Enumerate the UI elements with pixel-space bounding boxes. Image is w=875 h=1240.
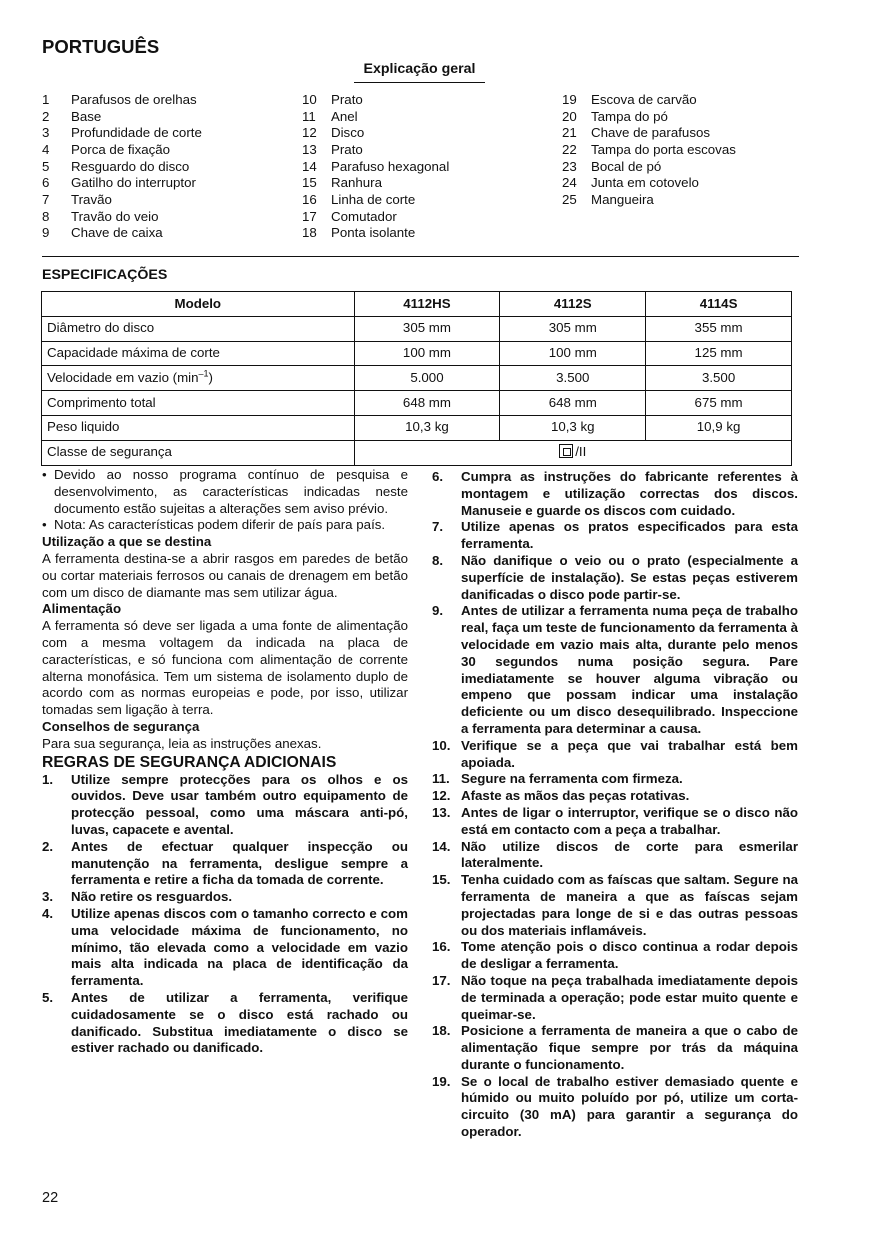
legend-number: 20: [562, 108, 577, 124]
legend-item: [42, 125, 292, 142]
legend-label: Profundidade de corte: [71, 125, 202, 141]
legend-item: [562, 142, 799, 159]
rule-number: 18.: [432, 1023, 451, 1039]
rule-text: Não retire os resguardos.: [71, 889, 233, 905]
safety-rule: [432, 738, 798, 772]
legend-number: 12: [302, 125, 317, 141]
rule-text: Não toque na peça trabalhada imediatamente depois de terminada a operação; pode estar muito quente e queimar-se.: [461, 972, 798, 1022]
rule-text: Tenha cuidado com as faíscas que saltam. Segure na ferramenta de maneira a que as faíscas sejam projectadas para longe de si e das outras pessoas ou dos materiais inflamáveis.: [461, 872, 798, 938]
legend-label: Tampa do pó: [591, 108, 668, 124]
rule-text: Cumpra as instruções do fabricante referentes à montagem e utilização correctas dos discos. Manuseie e guarde os discos com cuidado.: [461, 469, 798, 518]
legend-label: Chave de parafusos: [591, 125, 711, 141]
legend-item: [302, 175, 552, 192]
safety-rule: [432, 1023, 798, 1073]
legend-number: 9: [42, 225, 50, 241]
spec-cell: 5.000: [354, 366, 500, 391]
spec-header-cell: 4112S: [500, 292, 646, 317]
safety-rule: [432, 771, 798, 788]
rule-text: Tome atenção pois o disco continua a rodar depois de desligar a ferramenta.: [461, 939, 798, 972]
spec-row-label: Peso liquido: [42, 415, 355, 440]
legend-label: Chave de caixa: [71, 225, 163, 241]
spec-header-cell: 4114S: [646, 292, 792, 317]
intended-use-title: Utilização a que se destina: [42, 534, 212, 550]
rule-text: Verifique se a peça que vai trabalhar está bem apoiada.: [461, 737, 798, 770]
rule-text: Não danifique o veio ou o prato (especialmente a superfície de instalação). Se estas peças estiverem danificadas o disco pode partir-se.: [461, 552, 798, 602]
rule-number: 10.: [432, 737, 451, 753]
rule-text: Utilize apenas os pratos especificados para esta ferramenta.: [461, 519, 798, 552]
legend-number: 25: [562, 192, 577, 208]
rule-number: 17.: [432, 972, 451, 988]
additional-safety-rules-title: REGRAS DE SEGURANÇA ADICIONAIS: [42, 753, 337, 771]
rule-number: 7.: [432, 519, 444, 535]
spec-cell: 100 mm: [354, 341, 500, 366]
legend-number: 3: [42, 125, 50, 141]
legend-number: 21: [562, 125, 577, 141]
legend-number: 11: [302, 108, 316, 124]
legend-label: Bocal de pó: [591, 158, 662, 174]
rule-text: Posicione a ferramenta de maneira a que o cabo de alimentação fique sempre por trás da máquina durante o funcionamento.: [461, 1023, 798, 1072]
legend-number: 23: [562, 158, 577, 174]
legend-item: [562, 159, 799, 176]
safety-rule: [432, 973, 798, 1023]
spec-header-cell: Modelo: [42, 292, 355, 317]
legend-label: Tampa do porta escovas: [591, 142, 736, 158]
rule-number: 2.: [42, 838, 54, 854]
safety-tips-title: Conselhos de segurança: [42, 718, 200, 734]
rule-number: 8.: [432, 552, 444, 568]
rule-number: 5.: [42, 989, 54, 1005]
legend-number: 19: [562, 91, 577, 107]
safety-rule: [42, 990, 408, 1057]
intended-use-text: A ferramenta destina-se a abrir rasgos em paredes de betão ou cortar materiais ferrosos ou canais de drenagem em betão com um disco de diamante mas sem utilizar água.: [42, 550, 408, 600]
legend-number: 7: [42, 192, 50, 208]
rule-number: 19.: [432, 1073, 451, 1089]
left-text-column: [42, 467, 408, 1057]
spec-row: [42, 316, 792, 341]
legend-column: [302, 92, 552, 242]
safety-rule: [42, 906, 408, 990]
legend-column: [42, 92, 292, 242]
safety-rule: [42, 839, 408, 889]
rule-number: 13.: [432, 804, 451, 820]
legend-item: [42, 192, 292, 209]
legend-item: [562, 92, 799, 109]
spec-cell-safety-class: [354, 440, 791, 465]
legend-label: Resguardo do disco: [71, 158, 190, 174]
legend-label: Linha de corte: [331, 192, 416, 208]
legend-item: [42, 175, 292, 192]
safety-class-value: /II: [575, 444, 587, 460]
rule-text: Antes de ligar o interruptor, verifique se o disco não está em contacto com a peça a trabalhar.: [461, 804, 798, 837]
safety-rule: [42, 772, 408, 839]
spec-cell: 648 mm: [354, 391, 500, 416]
spec-cell: 10,3 kg: [500, 415, 646, 440]
safety-tips-text: Para sua segurança, leia as instruções anexas.: [42, 735, 322, 751]
legend-item: [42, 209, 292, 226]
safety-rule: [432, 553, 798, 603]
safety-rule: [432, 469, 798, 519]
legend-label: Anel: [331, 108, 358, 124]
legend-label: Comutador: [331, 208, 397, 224]
legend-label: Parafuso hexagonal: [331, 158, 450, 174]
legend-item: [42, 142, 292, 159]
legend-item: [42, 92, 292, 109]
legend-label: Junta em cotovelo: [591, 175, 699, 191]
safety-rule: [432, 603, 798, 737]
legend-item: [562, 175, 799, 192]
legend-number: 2: [42, 108, 50, 124]
legend-item: [42, 159, 292, 176]
rule-text: Não utilize discos de corte para esmerilar lateralmente.: [461, 838, 798, 871]
rule-number: 15.: [432, 872, 451, 888]
legend-item: [302, 142, 552, 159]
safety-rule: [432, 519, 798, 553]
rule-text: Antes de utilizar a ferramenta numa peça de trabalho real, faça um teste de funcionamento da ferramenta à velocidade em vazio mais alta, durante pelo menos 30 segundos numa posição segura. Pare imediatamente se houver alguma vibração ou empeno que possam indicar uma instalação deficiente ou um disco desequilibrado. Inspeccione a ferramenta para determinar a causa.: [461, 603, 798, 736]
spec-row: [42, 341, 792, 366]
legend-item: [302, 226, 552, 243]
legend-number: 14: [302, 158, 317, 174]
spec-cell: 3.500: [500, 366, 646, 391]
legend-number: 22: [562, 142, 577, 158]
legend-number: 13: [302, 142, 317, 158]
legend-label: Prato: [331, 142, 363, 158]
legend-item: [302, 109, 552, 126]
safety-rule: [42, 889, 408, 906]
rule-number: 12.: [432, 788, 451, 804]
legend-number: 16: [302, 192, 317, 208]
spec-cell: 10,9 kg: [646, 415, 792, 440]
spec-cell: 648 mm: [500, 391, 646, 416]
bullet-text: Nota: As características podem diferir de país para país.: [54, 517, 386, 533]
safety-rule: [432, 788, 798, 805]
safety-rule: [432, 939, 798, 973]
bullet-item: [42, 517, 408, 534]
legend-label: Travão: [71, 192, 112, 208]
legend-item: [562, 192, 799, 209]
spec-row: [42, 440, 792, 465]
bullet-item: [42, 467, 408, 517]
page-language-heading: PORTUGUÊS: [42, 36, 160, 57]
double-insulation-icon: [559, 444, 573, 458]
spec-cell: 3.500: [646, 366, 792, 391]
legend-item: [302, 92, 552, 109]
spec-cell: 10,3 kg: [354, 415, 500, 440]
legend-label: Prato: [331, 91, 363, 107]
right-text-column: [432, 469, 798, 1141]
legend-item: [562, 109, 799, 126]
spec-cell: 355 mm: [646, 316, 792, 341]
spec-label-superscript: –1: [198, 368, 209, 379]
spec-row: [42, 366, 792, 391]
spec-cell: 100 mm: [500, 341, 646, 366]
legend-item: [42, 226, 292, 243]
safety-rule: [432, 872, 798, 939]
legend-item: [302, 209, 552, 226]
legend-label: Parafusos de orelhas: [71, 91, 197, 107]
rule-number: 14.: [432, 838, 451, 854]
rule-text: Utilize apenas discos com o tamanho correcto e com uma velocidade máxima de funcionamento, no mínimo, tão elevada como a velocidade em vazio mais alta indicada na placa de identificação da ferramenta.: [71, 905, 408, 989]
spec-row: [42, 391, 792, 416]
legend-item: [302, 192, 552, 209]
legend-item: [562, 125, 799, 142]
safety-rule: [432, 839, 798, 873]
safety-rule: [432, 805, 798, 839]
spec-row: [42, 415, 792, 440]
rule-number: 4.: [42, 905, 54, 921]
explanation-title: Explicação geral: [354, 61, 485, 83]
legend-number: 4: [42, 142, 50, 158]
spec-header-row: [42, 292, 792, 317]
legend-item: [302, 125, 552, 142]
rule-number: 3.: [42, 889, 54, 905]
page-number: 22: [42, 1190, 59, 1206]
spec-label-end: ): [208, 369, 213, 385]
legend-number: 15: [302, 175, 317, 191]
legend-label: Escova de carvão: [591, 91, 697, 107]
rule-text: Se o local de trabalho estiver demasiado quente e húmido ou muito poluído por pó, utilize um corta-circuito (30 mA) para garantir a segurança do operador.: [461, 1073, 798, 1140]
specifications-title: ESPECIFICAÇÕES: [42, 267, 168, 283]
spec-row-label: Comprimento total: [42, 391, 355, 416]
legend-label: Gatilho do interruptor: [71, 175, 196, 191]
legend-label: Porca de fixação: [71, 142, 171, 158]
spec-cell: 125 mm: [646, 341, 792, 366]
legend-number: 5: [42, 158, 50, 174]
rule-text: Antes de efectuar qualquer inspecção ou manutenção na ferramenta, desligue sempre a ferramenta e retire a ficha da tomada de corrente.: [71, 838, 408, 888]
power-title: Alimentação: [42, 601, 122, 617]
spec-cell: 305 mm: [354, 316, 500, 341]
rule-text: Segure na ferramenta com firmeza.: [461, 771, 683, 787]
legend-item: [302, 159, 552, 176]
section-divider: [42, 256, 799, 257]
safety-rule: [432, 1074, 798, 1141]
legend-number: 24: [562, 175, 577, 191]
power-text: A ferramenta só deve ser ligada a uma fonte de alimentação com a mesma voltagem da indicada na placa de características, e só funciona com alimentação de corrente alterna monofásica. Tem um sistema de isolamento duplo de acordo com as normas europeias e pode, por isso, utilizar tomadas sem ligação à terra.: [42, 618, 408, 718]
bullet-text: Devido ao nosso programa contínuo de pesquisa e desenvolvimento, as características indicadas neste documento estão sujeitas a alterações sem aviso prévio.: [54, 467, 408, 516]
legend-number: 18: [302, 225, 317, 241]
legend-label: Disco: [331, 125, 365, 141]
legend-label: Travão do veio: [71, 208, 159, 224]
legend-label: Ponta isolante: [331, 225, 416, 241]
rule-number: 6.: [432, 469, 444, 484]
spec-row-label: Classe de segurança: [42, 440, 355, 465]
legend-label: Mangueira: [591, 192, 654, 208]
legend-item: [42, 109, 292, 126]
legend-column: [562, 92, 799, 209]
spec-cell: 675 mm: [646, 391, 792, 416]
legend-number: 6: [42, 175, 50, 191]
rule-text: Utilize sempre protecções para os olhos e os ouvidos. Deve usar também outro equipamento de protecção pessoal, como uma máscara anti-pó, luvas, capacete e avental.: [71, 771, 408, 837]
rule-text: Afaste as mãos das peças rotativas.: [461, 788, 690, 804]
spec-row-label: Diâmetro do disco: [42, 316, 355, 341]
legend-number: 10: [302, 91, 317, 107]
legend-label: Base: [71, 108, 102, 124]
rule-text: Antes de utilizar a ferramenta, verifique cuidadosamente se o disco está rachado ou danificado. Substitua imediatamente o disco se estiver rachado ou danificado.: [71, 989, 408, 1056]
legend-number: 8: [42, 208, 50, 224]
rule-number: 9.: [432, 603, 444, 619]
legend-number: 17: [302, 208, 317, 224]
spec-header-cell: 4112HS: [354, 292, 500, 317]
spec-row-label: [42, 366, 355, 391]
legend-number: 1: [42, 91, 50, 107]
spec-cell: 305 mm: [500, 316, 646, 341]
rule-number: 11.: [432, 771, 450, 787]
specifications-table: [41, 291, 792, 466]
bullet-icon: •: [42, 467, 47, 482]
spec-row-label: Capacidade máxima de corte: [42, 341, 355, 366]
spec-label-text: Velocidade em vazio (min: [47, 369, 199, 385]
bullet-icon: •: [42, 517, 47, 533]
legend-label: Ranhura: [331, 175, 383, 191]
rule-number: 16.: [432, 939, 451, 955]
rule-number: 1.: [42, 771, 54, 787]
